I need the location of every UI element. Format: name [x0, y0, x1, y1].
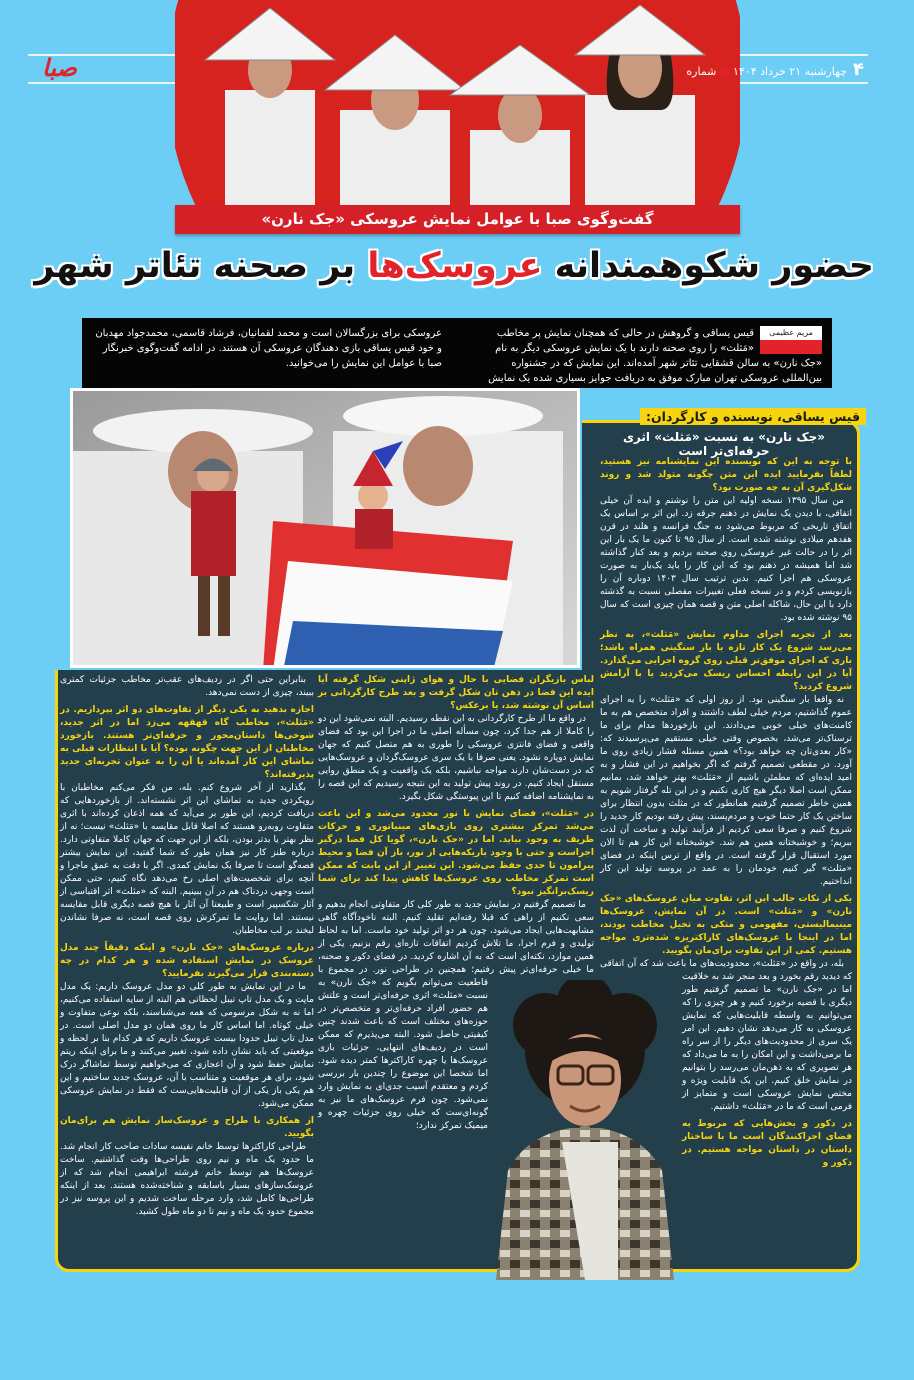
- headline-highlight: عروسک‌ها: [367, 246, 543, 286]
- publication-logo[interactable]: صبا: [42, 54, 77, 82]
- question: در «مَثلث»، فضای نمایش با نور محدود می‌شد و این باعث می‌شد تمرکز بیشتری روی بازی‌های مینیاتوری و حرکات ظریف به وجود بیاید. اما در «جک نارن»، گویا کل فضا درگیر اجراست و حتی با وجود باریکه‌هایی از نور، باز آن فضا و محیط پیرامون تا حدی حفظ می‌شود. این تغییر از این بابت که ممکن است تمرکز مخاطب روی عروسک‌ها کاهش پیدا کند برای شما ریسک‌برانگیز نبود؟: [318, 809, 594, 897]
- question: لباس بازیگران فضایی با حال و هوای ژاپنی شکل گرفته آیا ایده این فضا در ذهن تان شکل گرفت و بعد طرح کارگردانی بر اساس آن نوشته شد، یا برعکس؟: [318, 675, 594, 711]
- page-number: ۴: [853, 59, 864, 80]
- issue-date: ۴چهارشنبه ۲۱ خرداد ۱۴۰۴ ● شماره: [686, 59, 864, 80]
- column-middle: [318, 674, 594, 1380]
- answer: ما در این نمایش به طور کلی دو مدل عروسک داریم: یک مدل ماپت و یک مدل تاپ تیبل لحظاتی هم البته از سایه استفاده می‌کنیم، اما نه به شکل مرسومی که همه می‌شناسند، بلکه نوعی متفاوت و خیلی کوتاه. اما اساس کار ما روی همان دو مدل اصلی است. در مدل تاپ تیبل حدودا بیست عروسک داریم که هر کدام بنا بر لحظه و موقعیتی که باید نشان داده شود، تغییر می‌کنند و ما برای اینکه ریتم نمایش حفظ شود و آن اعجازی که می‌خواهیم توسط تماشاگر درک شود، برای هر موقعیت و متناسب با آن، عروسک جدید ساختیم و این هم یکی باز یکی از آن قابلیت‌هایی‌ست که فقط در نمایش عروسکی ممکن می‌شود.: [60, 982, 314, 1109]
- intro-box: [82, 318, 832, 388]
- column-right: [600, 452, 852, 1380]
- author-name: مریم عظیمی: [760, 326, 822, 340]
- answer: من سال ۱۳۹۵ نسخه اولیه این متن را نوشتم و ایده آن خیلی اتفاقی، با دیدن یک نمایش در ذهنم جرقه زد. این اثر بر اساس یک اتفاق تاریخی که مربوط می‌شود به جنگ فرانسه و هلند در قرن هفدهم میلادی نوشته شده است. از سال ۹۵ تا کنون ما یک بار این اثر را در حالت غیر عروسکی روی صحنه بردیم و بعد کنار گذاشته شد اما همیشه در ذهنم بود که این کار را باید یک‌بار به صورت عروسکی هم اجرا کنیم. بدین ترتیب سال ۱۴۰۳ دوباره آن را بازنویسی کردم و در نسخه فعلی تغییرات مفصلی نسبت به گذشته دارد با این حال، شاکله اصلی متن و قصه همان چیزی است که سال ۹۵ نوشته شده بود.: [600, 496, 853, 623]
- answer: بنابراین حتی اگر در ردیف‌های عقب‌تر مخاطب جزئیات کمتری ببیند، چیزی از دست نمی‌دهد.: [60, 675, 314, 698]
- issue-label: شماره: [686, 65, 717, 78]
- question: از همکاری با طراح و عروسک‌ساز نمایش هم برای‌مان بگویید.: [60, 1116, 314, 1139]
- answer: در واقع ما از طرح کارگردانی به این نقطه رسیدیم. البته نمی‌شود این دو را کاملا از هم جدا کرد، چون مسأله اصلی ما در اجرا این بود که فضای واقعی و فضای فانتزی عروسکی را طوری به هم متصل کنیم که جهان نمایش دوپاره نشود. یعنی صرفا با یک سری عروسک‌گردان و عروسک‌هایی که در دست‌شان دارند مواجه نباشیم، بلکه یک واقعیت و یک منطق روایی مستقل ایجاد کنیم. در روند پیش تولید به این نتیجه رسیدیم که این قصه را به نمایشنامه اضافه کنیم تا این پیوستگی شکل بگیرد.: [318, 714, 594, 802]
- question: با توجه به این که نویسنده این نمایشنامه نیز هستید، لطفاً بفرمایید ایده این متن چگونه متولد شد و روند شکل‌گیری آن به چه صورت بود؟: [600, 457, 852, 493]
- stage-photo-puppets: [70, 388, 580, 668]
- author-byline: [760, 326, 822, 354]
- answer: نه واقعا بار سنگینی بود. از روز اولی که «مَثلث» را به اجرای عموم گذاشتیم، مردم خیلی لطف داشتند و افراد متخصص هم به ما کامنت‌های خیلی خوبی می‌دادند. این بازخوردها مدام برای ما ترسناک‌تر می‌شد، بخصوص وقتی خیلی مستقیم می‌پرسیدند که: «کار بعدی‌تان چه خواهد بود؟» همین مسئله فشار زیادی روی ما آورد. در مقطعی تصمیم گرفتم که اگر بخواهیم در این فشار و به امید ایده‌ای که مطمئن باشیم از «مَثلث» بهتر خواهد شد، بمانیم ممکن است اصلا دیگر هیچ کاری نکنیم و در این تله گرفتار شویم به همین خاطر تصمیم گرفتیم همانطور که در مثلث بدون انتظار برای ساختن یک کار حتما خوب و مردم‌پسند، پیش رفته بودیم کار جدید را شروع کنیم و صرفا سعی کردیم از فرآیند تولید و ساخت آن لذت ببریم؛ و خوشبختانه همین هم شد. خوشبختانه این کار هم تا الان مورد استقبال قرار گرفته است. در واقع از ترس اینکه در فضای «مثلث» گیر کنیم خودمان را به عمد در پروسه تولید این کار انداختیم.: [600, 695, 852, 887]
- interview-subtitle: «جک نارن» به نسبت «مَثلث» اثری حرفه‌ای‌تر است: [622, 430, 826, 458]
- question: در دکور و بخش‌هایی که مربوط به فضای اجراکنندگان است ما با ساختار داستان در داستان مواجه هستیم. در دکور و: [682, 1119, 852, 1168]
- answer: طراحی کاراکترها توسط خانم نفیسه سادات صاحب کار انجام شد. ما حدود یک ماه و نیم روی طراحی‌ها وقت گذاشتیم. ساخت عروسک‌ها هم توسط خانم فرشته ابراهیمی انجام شد که از عروسک‌سازهای بسیار باسابقه و شناخته‌شده هستند. بعد از اینکه طراحی‌ها کامل شد، وارد مرحله ساخت شدیم و این پروسه نیز در مجموع حدود یک ماه و نیم تا دو ماه طول کشید.: [60, 1142, 314, 1217]
- question: بعد از تجربه اجرای مداوم نمایش «مَثلث»، به نظر می‌رسد شروع یک کار تازه با بار سنگینی همراه باشد؛ باری که اجرای موفق‌تر قبلی روی گروه اجرایی می‌گذارد. آیا در این رابطه احساس ریسک می‌کردید یا با آرامش شروع کردید؟: [600, 630, 852, 692]
- headline-part1: حضور شکوهمندانه: [542, 246, 874, 286]
- headline: [34, 246, 874, 286]
- question: درباره عروسک‌های «جک نارن» و اینکه دقیقاً چند مدل عروسک در نمایش استفاده شده و هر کدام در چه دسته‌بندی قرار می‌گیرند بفرمایید؟: [60, 943, 314, 979]
- answer: بگذارید از آخر شروع کنم. بله، من فکر می‌کنم مخاطبان با رویکردی جدید به تماشای این اثر نشسته‌اند. از بازخوردهایی که دریافت کردیم، این طور بر می‌آید که همه اذعان کرده‌اند با اثری متفاوت روبه‌رو هستند که اصلا قابل مقایسه با «مَثلث» نیست؛ نه از نظر بهتر یا بدتر بودن، بلکه از این جهت که جهان کاملا متفاوتی دارد. درباره طنز کار نیز همان طور که شما گفتید، این نمایش بیشتر قصه‌گو است تا صرفا یک نمایش کمدی. اگر با دقت به عمق ماجرا و آنچه برای شخصیت‌های اصلی رخ می‌دهد نگاه کنیم، حتی ممکن است وجهی دردناک هم در آن ببینیم. البته که «مثلث» اثر اقتباسی از آثار شکسپیر است و طبیعتا آن آثار با هیچ قصه دیگری قابل مقایسه نیستند. اما روایت ما تمرکزش روی قصه است، نه صرفا نشاندن لبخند بر لب مخاطبان.: [60, 783, 314, 936]
- intro-text: قیس یساقی و گروهش در حالی که همچنان نمایش پر مخاطب «مَثلث» را روی صحنه دارند با یک نمایش عروسکی دیگر به نام «جک نارن» به سالن قشقایی تئاتر شهر آمده‌اند. این نمایش که در جشنواره بین‌المللی عروسکی تهران مبارک موفق به دریافت جوایز بسیاری شده یک نمایش عروسکی برای بزرگسالان است و محمد لقمانیان، فرشاد قاسمی، محمدجواد مهدبان و خود قیس یساقی بازی دهندگان عروسکی آن هستند. در ادامه گفت‌وگوی خبرنگار صبا با عوامل این نمایش را می‌خوانید.: [95, 328, 822, 384]
- kicker-ribbon: گفت‌وگوی صبا با عوامل نمایش عروسکی «جک نارن»: [175, 205, 740, 234]
- answer: بله، در واقع در «مَثلث»، محدودیت‌های ما باعث شد که آن اتفاقی که دیدید رقم بخورد و بعد منجر شد به خلاقیت اما در «جک نارن» ما تصمیم گرفتیم طور دیگری با قضیه برخورد کنیم و هر چیزی را که می‌توانیم به واسطه قابلیت‌هایی که نمایش عروسکی به کار می‌دهد نشان دهیم. این امر یک سری از محدودیت‌های دیگر را از سر راه ما برمی‌داشت و این امکان را به ما می‌داد که هر تصویری که به ذهن‌مان می‌رسد را بتوانیم در نمایش خلق کنیم. این یک قابلیت ویژه و مختص نمایش عروسکی است و متمایز از فرمی است که ما در «مَثلث» داشتیم.: [600, 959, 852, 1112]
- headline-part2: بر صحنه تئاتر شهر: [34, 246, 368, 286]
- question: اجازه بدهید به یکی دیگر از تفاوت‌های دو اثر بپردازیم. در «مَثلث»، مخاطب گاه قهقهه می‌زد اما در اثر جدید، شوخی‌ها داستان‌محور و حرفه‌ای‌تر هستند. بازخورد مخاطبان از این جهت چگونه بوده؟ آیا با انتظارات قبلی به تماشای این کار آمده‌اند یا آن را به عنوان تجربه‌ای جدید پذیرفته‌اند؟: [60, 705, 314, 780]
- date-text: چهارشنبه ۲۱ خرداد ۱۴۰۴: [733, 65, 847, 78]
- interviewee-tag: قیس یساقی، نویسنده و کارگردان:: [640, 408, 866, 425]
- column-left: [60, 674, 314, 1219]
- question: یکی از نکات جالب این اثر، تفاوت میان عروسک‌های «جک نارن» و «مَثلث» است. در آن نمایش، عروسک‌ها مینیمالیستی، مفهومی و متکی به تخیل مخاطب بودند، اما در اینجا با عروسک‌های کاراکتریزه شده‌تری مواجه هستیم. کمی از این تفاوت برای‌مان بگویید.: [600, 894, 852, 956]
- answer: ما تصمیم گرفتیم در نمایش جدید به طور کلی کار متفاوتی انجام بدهیم و سعی نکنیم از راهی که قبلا رفته‌ایم تقلید کنیم. البته ناخودآگاه گاهی مشابهت‌هایی ایجاد می‌شود، چون هر دو اثر تولید خود ماست. اما به لحاظ تولیدی و فرم اجرا، ما تلاش کردیم اتفاقات تازه‌ای رقم بزنیم. یکی از همین موارد، نکته‌ای است که به آن اشاره کردید. در فضای دکور و صحنه، ما خیلی حرفه‌ای‌تر پیش رفتیم؛ همچنین در طراحی نور. در مجموع با قاطعیت می‌توانم بگویم که «جک نارن» به نسبت «مثلث» اثری حرفه‌ای‌تر است و علتش هم حضور افراد حرفه‌ای‌تر و متخصص‌تر در حوزه‌های مختلف است که باعث شدند چنین کیفیتی حاصل شود. البته می‌پذیرم که ممکن است در ردیف‌های انتهایی، جزئیات بازی عروسک‌ها یا چهره کاراکترها کمتر دیده شود. اما شخصا این موضوع را چندین بار بررسی کردم و معتقدم آسیب جدی‌ای به نمایش وارد نمی‌شود. چون فرم عروسک‌های ما نیز به گونه‌ای‌ست که خیلی روی جزئیات چهره و میمیک تمرکز ندارد؛: [318, 900, 594, 1131]
- hero-image-performers: [175, 0, 740, 206]
